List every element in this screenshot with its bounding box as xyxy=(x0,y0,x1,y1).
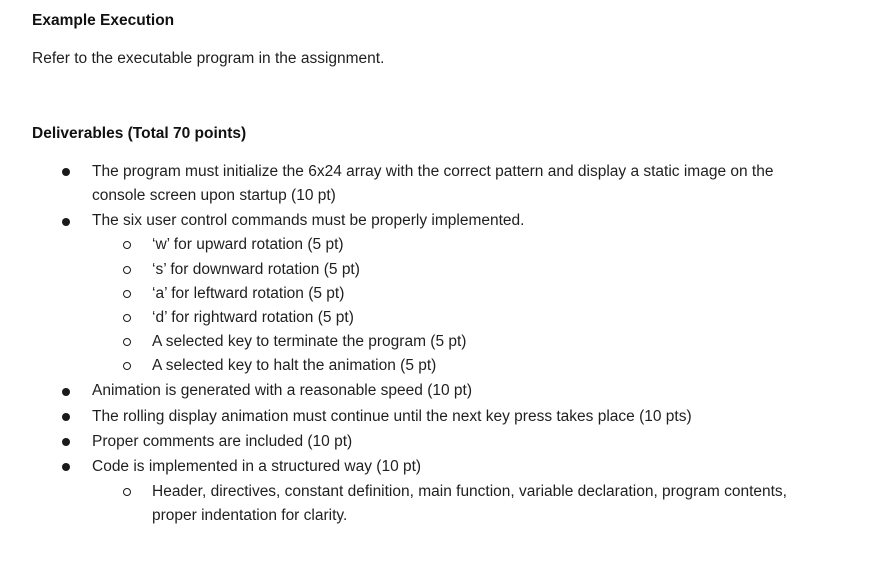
bullet-icon xyxy=(62,168,70,176)
bullet-icon xyxy=(62,463,70,471)
circle-bullet-icon xyxy=(123,314,131,322)
example-execution-heading: Example Execution xyxy=(32,12,175,29)
circle-bullet-icon xyxy=(123,290,131,298)
bullet-icon xyxy=(62,218,70,226)
sub-list-item-text: Header, directives, constant definition, main function, variable declaration, program contents, proper indentation for clarity. xyxy=(152,483,787,524)
sub-list-item-text: ‘d’ for rightward rotation (5 pt) xyxy=(152,309,354,326)
list-item-text: The program must initialize the 6x24 array with the correct pattern and display a static image on the console screen upon startup (10 pt) xyxy=(92,163,774,204)
sub-list-item-text: A selected key to terminate the program (5 pt) xyxy=(152,333,467,350)
list-item-text: Code is implemented in a structured way (10 pt) xyxy=(92,458,422,475)
circle-bullet-icon xyxy=(123,488,131,496)
circle-bullet-icon xyxy=(123,362,131,370)
sub-list-item-text: ‘s’ for downward rotation (5 pt) xyxy=(152,261,360,278)
circle-bullet-icon xyxy=(123,266,131,274)
circle-bullet-icon xyxy=(123,338,131,346)
list-item-text: Animation is generated with a reasonable speed (10 pt) xyxy=(92,382,472,399)
list-item-text: Proper comments are included (10 pt) xyxy=(92,433,353,450)
list-item-text: The rolling display animation must continue until the next key press takes place (10 pts) xyxy=(92,408,692,425)
deliverables-heading: Deliverables (Total 70 points) xyxy=(32,125,247,142)
bullet-icon xyxy=(62,413,70,421)
example-execution-text: Refer to the executable program in the assignment. xyxy=(32,50,385,67)
list-item-text: The six user control commands must be properly implemented. xyxy=(92,212,525,229)
circle-bullet-icon xyxy=(123,241,131,249)
sub-list-item-text: A selected key to halt the animation (5 pt) xyxy=(152,357,437,374)
sub-list-item-text: ‘w’ for upward rotation (5 pt) xyxy=(152,236,344,253)
bullet-icon xyxy=(62,438,70,446)
sub-list-item-text: ‘a’ for leftward rotation (5 pt) xyxy=(152,285,345,302)
bullet-icon xyxy=(62,388,70,396)
